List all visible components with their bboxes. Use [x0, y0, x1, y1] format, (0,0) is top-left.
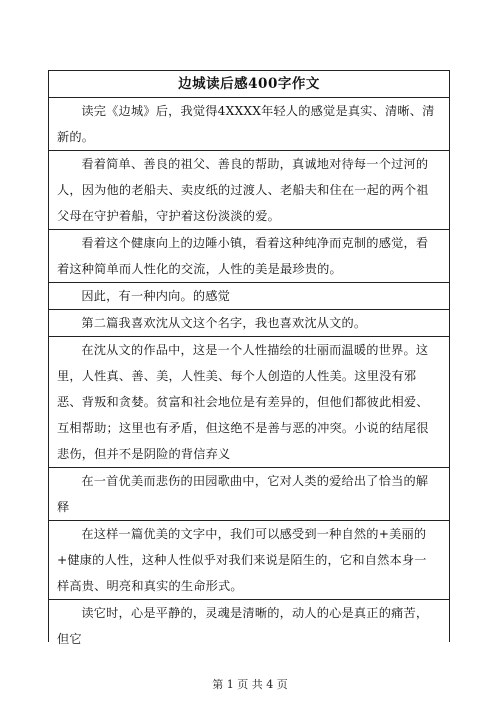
paragraph-7: 在一首优美而悲伤的田园歌曲中，它对人类的爱给出了恰当的解释 — [49, 468, 449, 521]
page-footer: 第 1 页 共 4 页 — [212, 678, 288, 691]
essay-table — [48, 70, 450, 646]
paragraph-6: 在沈从文的作品中，这是一个人性描绘的壮丽而温暖的世界。这里，人性真、善、美，人性美、每个人创造的人性美。这里没有邪恶、背叛和贪婪。贫富和社会地位是有差异的，但他们都彼此相爱、互相帮助；这里也有矛盾，但这绝不是善与恶的冲突。小说的结尾很悲伤，但并不是阴险的背信弃义 — [49, 337, 449, 468]
paragraph-3: 看着这个健康向上的边陲小镇，看着这种纯净而克制的感觉，看着这种简单而人性化的交流，人性的美是最珍贵的。 — [49, 230, 449, 283]
document-title: 边城读后感400字作文 — [49, 71, 449, 98]
paragraph-4: 因此，有一种内向。的感觉 — [49, 283, 449, 310]
paragraph-8: 在这样一篇优美的文字中，我们可以感受到一种自然的+美丽的+健康的人性，这种人性似乎对我们来说是陌生的，它和自然本身一样高贵、明亮和真实的生命形式。 — [49, 521, 449, 600]
paragraph-5: 第二篇我喜欢沈从文这个名字，我也喜欢沈从文的。 — [49, 310, 449, 337]
paragraph-1: 读完《边城》后，我觉得4XXXX年轻人的感觉是真实、清晰、清新的。 — [49, 98, 449, 151]
paragraph-9: 读它时，心是平静的，灵魂是清晰的，动人的心是真正的痛苦，但它 — [57, 606, 429, 646]
paragraph-2: 看着简单、善良的祖父、善良的帮助，真诚地对待每一个过河的人，因为他的老船夫、卖皮纸的过渡人、老船夫和住在一起的两个祖父母在守护着船，守护着这份淡淡的爱。 — [49, 151, 449, 230]
